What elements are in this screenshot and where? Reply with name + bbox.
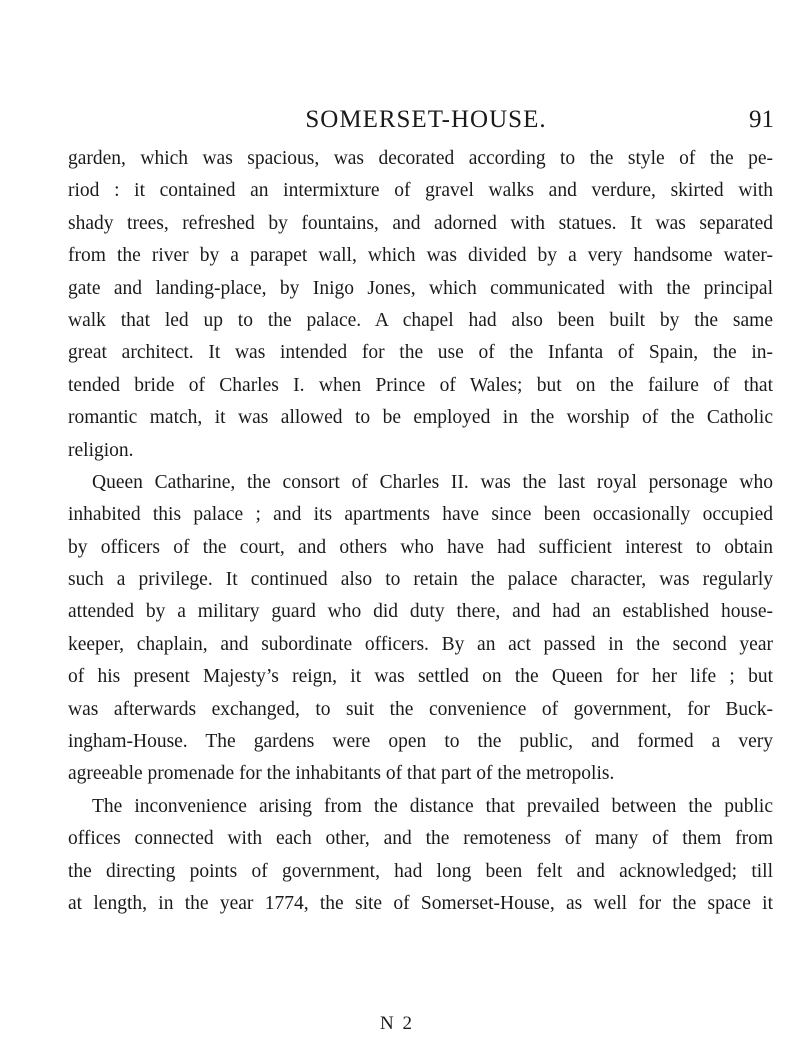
text-line: from the river by a parapet wall, which was divided by a very handsome water-	[68, 245, 773, 267]
text-line: attended by a military guard who did duty there, and had an established house-	[68, 601, 773, 623]
text-line: agreeable promenade for the inhabitants of that part of the metropolis.	[68, 763, 615, 785]
text-line: riod : it contained an intermixture of gravel walks and verdure, skirted with	[68, 180, 773, 202]
signature-mark: N 2	[380, 1013, 414, 1034]
text-line: by officers of the court, and others who have had sufficient interest to obtain	[68, 536, 773, 558]
text-line: of his present Majesty’s reign, it was settled on the Queen for her life ; but	[68, 666, 773, 688]
text-line: great architect. It was intended for the use of the Infanta of Spain, the in-	[68, 342, 773, 364]
text-line: religion.	[68, 439, 134, 461]
text-line: was afterwards exchanged, to suit the convenience of government, for Buck-	[68, 698, 773, 720]
running-head	[60, 103, 774, 137]
text-line: garden, which was spacious, was decorated according to the style of the pe-	[68, 148, 773, 169]
page-number: 91	[749, 106, 774, 133]
text-line: Queen Catharine, the consort of Charles II. was the last royal personage who	[92, 471, 773, 493]
text-line: at length, in the year 1774, the site of Somerset-House, as well for the space it	[68, 892, 773, 914]
text-line: ingham-House. The gardens were open to the public, and formed a very	[68, 731, 773, 753]
paragraph-3	[68, 791, 773, 921]
paragraph-2	[68, 467, 773, 791]
running-title: SOMERSET-HOUSE.	[305, 106, 547, 133]
body-text	[68, 143, 773, 920]
text-line: gate and landing-place, by Inigo Jones, which communicated with the principal	[68, 277, 773, 299]
text-line: shady trees, refreshed by fountains, and adorned with statues. It was separated	[68, 212, 773, 234]
text-line: such a privilege. It continued also to retain the palace character, was regularly	[68, 569, 773, 591]
text-line: inhabited this palace ; and its apartments have since been occasionally occupied	[68, 504, 773, 526]
paragraph-1	[68, 143, 773, 467]
text-line: walk that led up to the palace. A chapel had also been built by the same	[68, 309, 773, 331]
text-line: offices connected with each other, and the remoteness of many of them from	[68, 828, 773, 850]
text-line: romantic match, it was allowed to be employed in the worship of the Catholic	[68, 407, 773, 429]
text-line: the directing points of government, had long been felt and acknowledged; till	[68, 860, 773, 882]
text-line: keeper, chaplain, and subordinate officers. By an act passed in the second year	[68, 633, 773, 655]
text-line: The inconvenience arising from the distance that prevailed between the public	[92, 795, 773, 817]
text-line: tended bride of Charles I. when Prince of Wales; but on the failure of that	[68, 374, 773, 396]
